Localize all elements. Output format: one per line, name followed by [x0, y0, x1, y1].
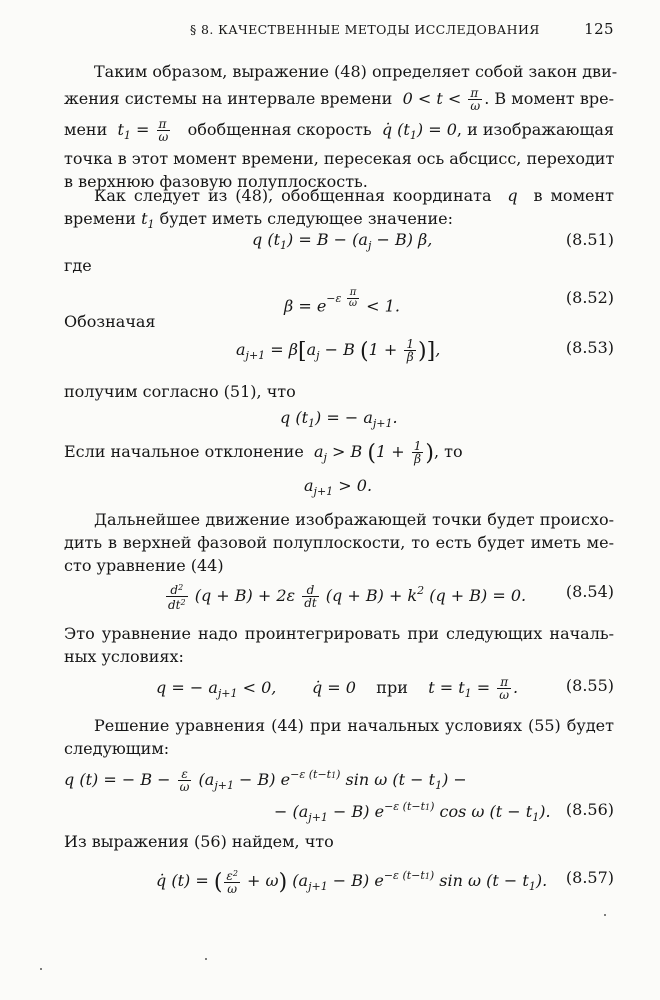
- section-title: § 8. КАЧЕСТВЕННЫЕ МЕТОДЫ ИССЛЕДОВАНИЯ: [190, 22, 540, 37]
- word-poluchim: получим согласно (51), что: [64, 382, 296, 401]
- p3-line-3: сто уравнение (44): [64, 556, 224, 575]
- p1-line-1: Таким образом, выражение (48) определяет собой закон дви-: [94, 62, 618, 81]
- p1-line-5: в верхнюю фазовую полуплоскость.: [64, 172, 368, 191]
- paragraph-2: [64, 184, 614, 236]
- word-pri: при: [376, 678, 408, 697]
- print-speck: [604, 914, 606, 916]
- paragraph-6: Из выражения (56) найдем, что: [64, 832, 334, 851]
- paragraph-4: [64, 622, 614, 668]
- equation-number: (8.56): [565, 800, 614, 819]
- equation-number: (8.53): [565, 338, 614, 357]
- velocity-formula: q̇ $(t_1) = 0$: [381, 120, 457, 142]
- paragraph-3: [64, 508, 614, 577]
- p3-line-1: Дальнейшее движение изображающей точки будет происхо-: [94, 510, 614, 529]
- word-gde: где: [64, 256, 92, 275]
- p2-line-2: времени $t_1$ будет иметь следующее значение:: [64, 209, 453, 231]
- p1-line-4: точка в этот момент времени, пересекая ось абсцисс, переходит: [64, 149, 615, 168]
- paragraph-1: [64, 60, 618, 193]
- time-interval-formula: 0 < t < $\frac{\pi}{\omega}$: [402, 86, 481, 113]
- t1-formula: $t_1$ = $\frac{\pi}{\omega}$: [117, 117, 169, 144]
- equation-number: (8.55): [565, 676, 614, 695]
- p1-line-3: мени $t_1$ = $\frac{\pi}{\omega}$ обобщенная скорость q̇ $(t_1) = 0$, и изображающая: [64, 117, 614, 144]
- equation-number: (8.54): [565, 582, 614, 601]
- p1-line-2: жения системы на интервале времени 0 < t < $\frac{\pi}{\omega}$ . В момент вре-: [64, 86, 615, 113]
- book-page: § 8. КАЧЕСТВЕННЫЕ МЕТОДЫ ИССЛЕДОВАНИЯ 125 Таким образом, выражение (48) определяет собой закон дви- жения системы на интервале времени 0 < t < $\frac{\pi}{\omega}$ . В момент вре- мени $t_1$ = $\frac{\pi}{\omega}$ обобщенная скорость q̇ $(t_1) = 0$, и изображающая точка в этот момент времени, пересекая ось абсцисс, переходит в верхнюю фазовую полуплоскость. Как следует из (48), обобщенная координата q в момент времени $t_1$ будет иметь следующее значение: q $(t_1) = B - (a_j - B)$ β, (8.51) где $\beta = e^{-\varepsilon \frac{\pi}{\omega}}$ < 1. (8.52) Обозначая $a_{j+1} = \beta[a_j - B$ (1 + $\frac{1}{\beta}$ )], (8.53) получим согласно (51), что q $(t_1)$ = − $a_{j+1}$. Если начальное отклонение $a_j > B$ (1 + $\frac{1}{\beta}$ ), то $a_{j+1} > 0$. Дальнейшее движение изображающей точки будет происхо- дить в верхней фазовой полуплоскости, то есть будет иметь ме- сто уравнение (44) $\frac{d^2}{dt^2}$ (q + B) + 2ε $\frac{d}{dt}$ $(q + B) + k^2$ (q + B) = 0. (8.54) Это уравнение надо проинтегрировать при следующих началь- ных условиях: q = − $a_{j+1} < 0$, q̇ = 0 при $t = t_1$ = $\frac{\pi}{\omega}$ . (8.55) Решение уравнения (44) при начальных условиях (55) будет следующим: q (t) = − B − $\frac{\varepsilon}{\omega}$ $(a_{j+1} - B)$ $e^{-\varepsilon (t-t1)}$ sin ω $(t - t_1)$ − − $(a_{j+1} - B)$ $e^{-\varepsilon (t-t1)}$ cos ω $(t - t_1)$. (8.56) Из выражения (56) найдем, что q̇ (t) = ( $\frac{\varepsilon^2}{\omega}$ + ω) $(a_{j+1} - B)$ $e^{-\varepsilon (t-t1)}$ sin ω $(t - t_1)$. (8.57): [0, 0, 660, 1000]
- esli-line: Если начальное отклонение $a_j > B$ (1 + $\frac{1}{\beta}$ ), то: [64, 439, 463, 466]
- equation-number: (8.51): [565, 230, 614, 249]
- paragraph-5: [64, 714, 614, 760]
- word-oboznachaya: Обозначая: [64, 312, 156, 331]
- p4-line-2: ных условиях:: [64, 647, 184, 666]
- print-speck: [40, 968, 42, 970]
- print-speck: [205, 958, 207, 960]
- page-number: 125: [584, 20, 614, 38]
- equation-number: (8.57): [565, 868, 614, 887]
- p5-line-2: следующим:: [64, 739, 170, 758]
- p3-line-2: дить в верхней фазовой полуплоскости, то есть будет иметь ме-: [64, 533, 614, 552]
- p2-line-1: Как следует из (48), обобщенная координата q в момент: [94, 186, 614, 205]
- p5-line-1: Решение уравнения (44) при начальных условиях (55) будет: [94, 716, 614, 735]
- equation-number: (8.52): [565, 288, 614, 307]
- p4-line-1: Это уравнение надо проинтегрировать при следующих началь-: [64, 624, 614, 643]
